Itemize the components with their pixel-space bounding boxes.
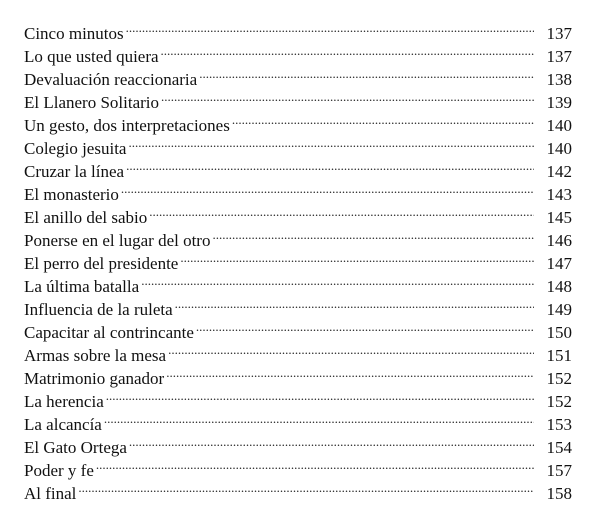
toc-entry-title: El monasterio — [24, 185, 119, 204]
toc-entry-page-number: 140 — [546, 116, 572, 135]
toc-entry-page-number: 138 — [546, 70, 572, 89]
toc-entry-title: Colegio jesuita — [24, 139, 127, 158]
toc-entry-title: La última batalla — [24, 277, 140, 296]
dot-leader — [126, 154, 534, 177]
toc-entry-page-number: 150 — [546, 323, 572, 342]
toc-entry-page-number: 148 — [546, 277, 572, 296]
toc-entry-page-number: 137 — [546, 47, 572, 66]
dot-leader — [212, 223, 534, 246]
dot-leader — [161, 85, 534, 108]
dot-leader — [180, 246, 534, 269]
toc-entry-title: El Llanero Solitario — [24, 93, 160, 112]
toc-entry-page-number: 143 — [546, 185, 572, 204]
toc-entry-title: El perro del presidente — [24, 254, 179, 273]
toc-entry-title: Lo que usted quiera — [24, 47, 159, 66]
dot-leader — [168, 338, 534, 361]
toc-entry — [24, 16, 572, 43]
dot-leader — [78, 476, 534, 499]
toc-entry-title: Un gesto, dos interpretaciones — [24, 116, 230, 135]
dot-leader — [175, 292, 534, 315]
toc-entry-title: Poder y fe — [24, 461, 94, 480]
dot-leader — [128, 131, 534, 154]
dot-leader — [121, 177, 534, 200]
dot-leader — [196, 315, 534, 338]
toc-entry-page-number: 153 — [546, 415, 572, 434]
dot-leader — [161, 39, 534, 62]
toc-entry-title: Matrimonio ganador — [24, 369, 165, 388]
toc-entry-page-number: 152 — [546, 392, 572, 411]
dot-leader — [126, 16, 534, 39]
toc-entry-page-number: 140 — [546, 139, 572, 158]
toc-entry-title: La herencia — [24, 392, 104, 411]
toc-entry-page-number: 139 — [546, 93, 572, 112]
toc-entry-page-number: 154 — [546, 438, 572, 457]
toc-entry-page-number: 142 — [546, 162, 572, 181]
table-of-contents — [24, 16, 572, 503]
toc-entry-title: El Gato Ortega — [24, 438, 127, 457]
toc-entry-title: Influencia de la ruleta — [24, 300, 173, 319]
dot-leader — [166, 361, 534, 384]
toc-entry-page-number: 146 — [546, 231, 572, 250]
toc-entry-page-number: 137 — [546, 24, 572, 43]
toc-entry-title: Cinco minutos — [24, 24, 124, 43]
toc-entry — [24, 453, 572, 480]
dot-leader — [141, 269, 534, 292]
dot-leader — [129, 430, 534, 453]
dot-leader — [96, 453, 534, 476]
toc-entry-page-number: 158 — [546, 484, 572, 503]
toc-entry-title: Armas sobre la mesa — [24, 346, 167, 365]
toc-entry-page-number: 149 — [546, 300, 572, 319]
toc-entry-title: La alcancía — [24, 415, 102, 434]
toc-entry-page-number: 145 — [546, 208, 572, 227]
toc-entry — [24, 407, 572, 434]
toc-entry — [24, 476, 572, 503]
toc-entry-title: Ponerse en el lugar del otro — [24, 231, 211, 250]
toc-entry — [24, 384, 572, 411]
toc-entry — [24, 430, 572, 457]
toc-entry-title: Cruzar la línea — [24, 162, 125, 181]
toc-entry-page-number: 152 — [546, 369, 572, 388]
toc-entry-page-number: 151 — [546, 346, 572, 365]
toc-entry-title: El anillo del sabio — [24, 208, 148, 227]
dot-leader — [104, 407, 534, 430]
toc-entry-page-number: 157 — [546, 461, 572, 480]
toc-entry-title: Capacitar al contrincante — [24, 323, 194, 342]
dot-leader — [149, 200, 534, 223]
toc-entry-title: Al final — [24, 484, 77, 503]
toc-entry-page-number: 147 — [546, 254, 572, 273]
dot-leader — [106, 384, 534, 407]
toc-entry-title: Devaluación reaccionaria — [24, 70, 198, 89]
dot-leader — [232, 108, 534, 131]
dot-leader — [199, 62, 534, 85]
